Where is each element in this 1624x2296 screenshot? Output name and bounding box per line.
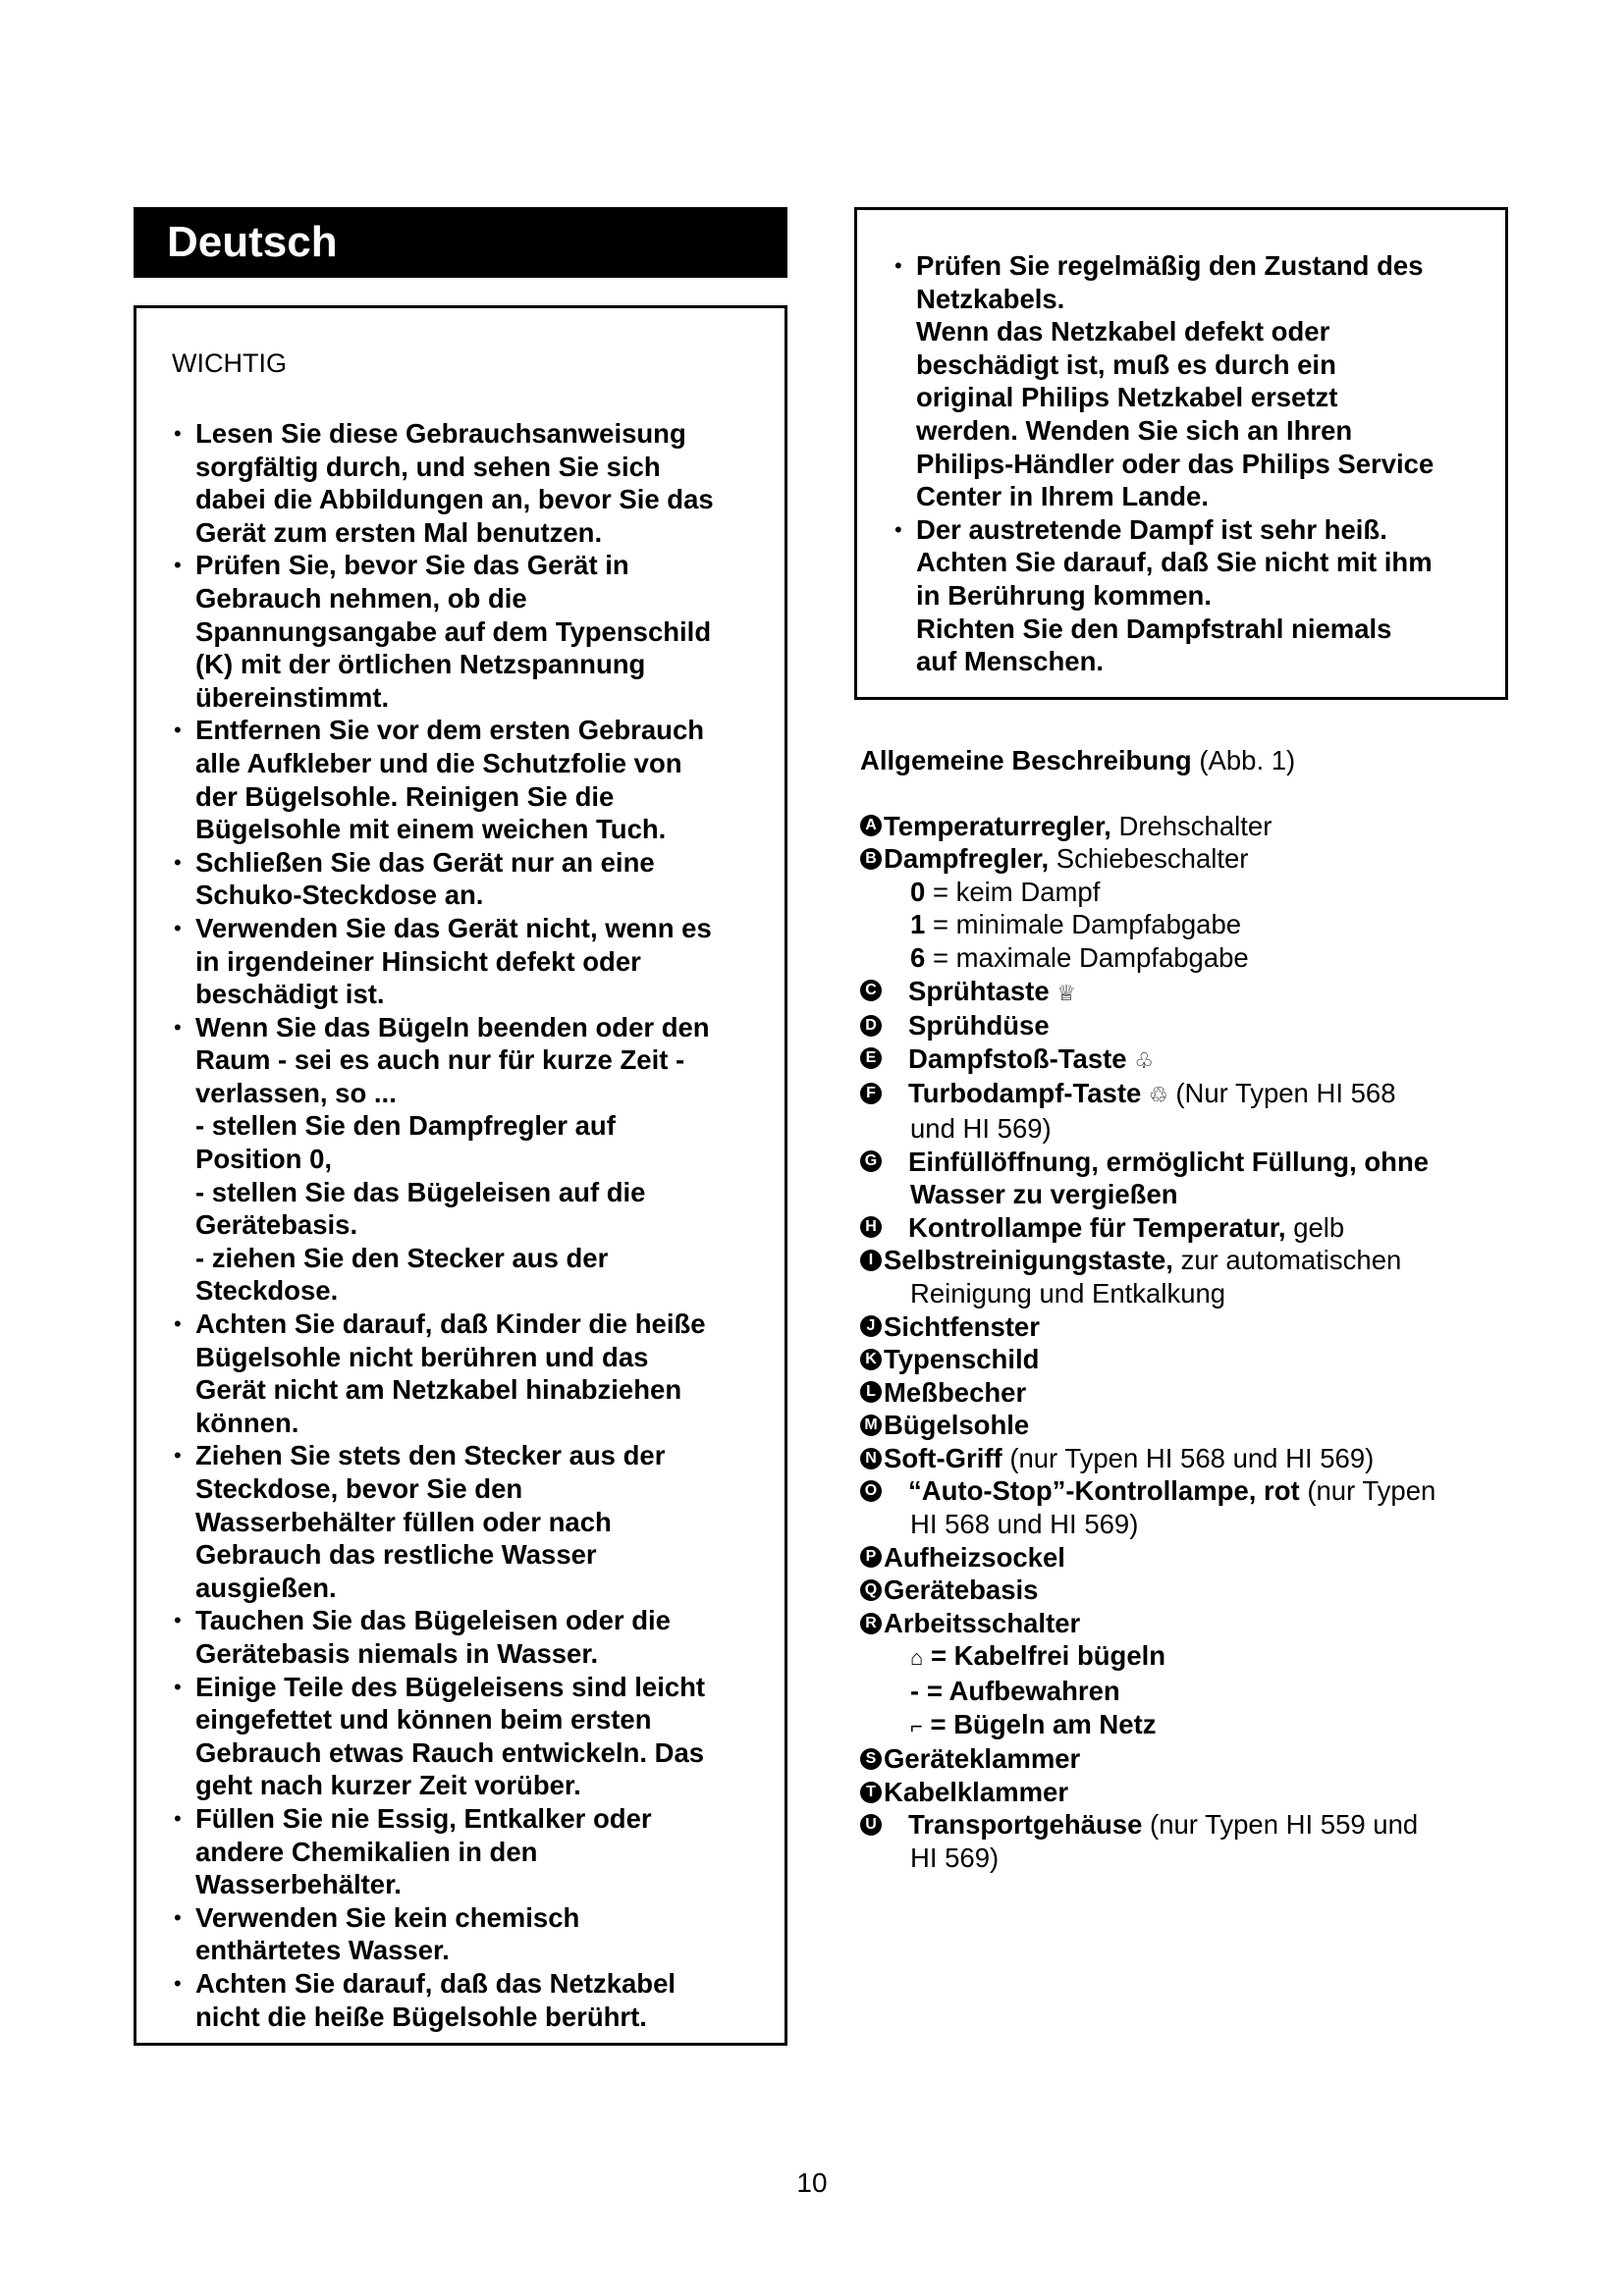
storage-symbol: - [910, 1676, 920, 1707]
bullet-line: Steckdose. [195, 1275, 339, 1307]
marker-d: D [860, 1015, 882, 1037]
bullet-line: beschädigt ist. [195, 979, 385, 1010]
steam-setting-6: 6 = maximale Dampfabgabe [910, 941, 1249, 973]
bullet-line: Gerätebasis. [195, 1209, 358, 1241]
marker-h: H [860, 1216, 882, 1238]
bullet-item [172, 1439, 757, 1604]
bullet-line: Richten Sie den Dampfstrahl niemals [916, 613, 1392, 644]
marker-u: U [860, 1814, 882, 1836]
marker-l: L [860, 1381, 882, 1403]
bullet-item [172, 846, 757, 912]
bullet-item [172, 1901, 757, 1967]
bullet-line: • Achten Sie darauf, daß Kinder die heiße [195, 1308, 706, 1340]
marker-a: A [860, 815, 882, 836]
bullet-line: • Einige Teile des Bügeleisens sind leicht [195, 1671, 706, 1702]
part-s: S Geräteklammer [860, 1742, 1528, 1776]
part-l: L Meßbecher [860, 1376, 1528, 1410]
bullet-line: eingefettet und können beim ersten [195, 1704, 652, 1735]
bullet-line: Spannungsangabe auf dem Typenschild [195, 615, 712, 647]
bullet-line: • Schließen Sie das Gerät nur an eine [195, 846, 655, 878]
bullet-line: Philips-Händler oder das Philips Service [916, 448, 1435, 479]
part-m: M Bügelsohle [860, 1409, 1528, 1442]
bullet-line: ausgießen. [195, 1572, 337, 1603]
bullet-line: Raum - sei es auch nur für kurze Zeit - [195, 1044, 685, 1076]
corded-icon: ⌐ [910, 1713, 923, 1738]
bullet-item [172, 714, 757, 845]
marker-i: I [860, 1250, 882, 1271]
bullet-line: • Prüfen Sie regelmäßig den Zustand des [916, 250, 1424, 281]
bullet-line: in irgendeiner Hinsicht defekt oder [195, 945, 641, 977]
switch-corded: ⌐ = Bügeln am Netz [910, 1708, 1157, 1739]
bullet-line: Wasserbehälter füllen oder nach [195, 1506, 612, 1537]
general-description [860, 744, 1528, 1875]
marker-k: K [860, 1349, 882, 1370]
bullet-line: Bügelsohle nicht berühren und das [195, 1341, 649, 1372]
bullet-line: beschädigt ist, muß es durch ein [916, 348, 1336, 380]
important-heading: WICHTIG [172, 348, 287, 378]
bullet-line: original Philips Netzkabel ersetzt [916, 382, 1338, 413]
marker-o: O [860, 1480, 882, 1502]
marker-b: B [860, 848, 882, 870]
important-notice-box [134, 305, 787, 2046]
part-b: B Dampfregler, Schiebeschalter [860, 842, 1528, 876]
bullet-line: Steckdose, bevor Sie den [195, 1473, 523, 1504]
marker-s: S [860, 1748, 882, 1770]
marker-j: J [860, 1315, 882, 1337]
bullet-line: nicht die heiße Bügelsohle berührt. [195, 2001, 647, 2032]
bullet-item [172, 1671, 757, 1802]
part-f: F Turbodampf-Taste ♲ (Nur Typen HI 568 und HI 569) [860, 1077, 1528, 1145]
bullet-line: • Wenn Sie das Bügeln beenden oder den [195, 1011, 710, 1042]
bullet-item [893, 513, 1482, 678]
bullet-line: • Verwenden Sie das Gerät nicht, wenn es [195, 912, 712, 943]
safety-notice-box [854, 207, 1508, 700]
turbo-steam-icon: ♲ [1148, 1083, 1168, 1108]
description-title: Allgemeine Beschreibung (Abb. 1) [860, 745, 1296, 775]
bullet-item [172, 1604, 757, 1670]
bullet-line: • Füllen Sie nie Essig, Entkalker oder [195, 1802, 652, 1834]
switch-storage: - = Aufbewahren [910, 1676, 1120, 1707]
part-q: Q Gerätebasis [860, 1574, 1528, 1607]
spray-icon: ♕ [1056, 980, 1077, 1005]
part-g: G Einfüllöffnung, ermöglicht Füllung, ohne Wasser zu vergießen [860, 1146, 1528, 1211]
bullet-line: • Lesen Sie diese Gebrauchsanweisung [195, 418, 686, 449]
bullet-line: Gebrauch nehmen, ob die [195, 582, 527, 614]
bullet-line: Gebrauch etwas Rauch entwickeln. Das [195, 1736, 705, 1768]
part-r: R Arbeitsschalter [860, 1607, 1528, 1640]
bullet-line: • Prüfen Sie, bevor Sie das Gerät in [195, 550, 629, 581]
bullet-item [893, 249, 1482, 513]
bullet-line: auf Menschen. [916, 646, 1105, 677]
part-k: K Typenschild [860, 1343, 1528, 1376]
bullet-line: Wenn das Netzkabel defekt oder [916, 316, 1330, 347]
marker-r: R [860, 1613, 882, 1634]
bullet-line: Gerätebasis niemals in Wasser. [195, 1637, 599, 1669]
bullet-line: geht nach kurzer Zeit vorüber. [195, 1770, 581, 1801]
bullet-item [172, 549, 757, 714]
bullet-line: • Tauchen Sie das Bügeleisen oder die [195, 1605, 671, 1636]
steam-setting-0: 0 = keim Dampf [910, 876, 1101, 907]
page-number: 10 [796, 2167, 828, 2198]
bullet-line: andere Chemikalien in den [195, 1836, 538, 1867]
bullet-item [172, 1011, 757, 1308]
bullet-line: - ziehen Sie den Stecker aus der [195, 1242, 609, 1273]
part-h: H Kontrollampe für Temperatur, gelb [860, 1211, 1528, 1245]
bullet-line: der Bügelsohle. Reinigen Sie die [195, 780, 615, 812]
bullet-line: Gebrauch das restliche Wasser [195, 1539, 597, 1571]
language-header: Deutsch [134, 207, 787, 278]
bullet-line: Bügelsohle mit einem weichen Tuch. [195, 814, 667, 845]
bullet-item [172, 1802, 757, 1901]
bullet-line: enthärtetes Wasser. [195, 1935, 450, 1966]
part-u: U Transportgehäuse (nur Typen HI 559 und HI 569) [860, 1808, 1528, 1874]
bullet-line: Netzkabels. [916, 283, 1065, 314]
bullet-line: Schuko-Steckdose an. [195, 880, 484, 911]
marker-n: N [860, 1448, 882, 1469]
bullet-line: - stellen Sie das Bügeleisen auf die [195, 1176, 646, 1207]
important-list [172, 417, 757, 2033]
bullet-line: Gerät zum ersten Mal benutzen. [195, 516, 603, 548]
bullet-line: • Entfernen Sie vor dem ersten Gebrauch [195, 715, 705, 746]
bullet-line: übereinstimmt. [195, 681, 390, 713]
bullet-line: Position 0, [195, 1144, 333, 1175]
bullet-line: • Der austretende Dampf ist sehr heiß. [916, 513, 1387, 545]
part-a: A Temperaturregler, Drehschalter [860, 810, 1528, 843]
bullet-item [172, 1308, 757, 1439]
marker-f: F [860, 1083, 882, 1104]
bullet-line: können. [195, 1407, 299, 1438]
part-o: O “Auto-Stop”-Kontrollampe, rot (nur Typen HI 568 und HI 569) [860, 1474, 1528, 1540]
bullet-line: Gerät nicht am Netzkabel hinabziehen [195, 1374, 682, 1406]
marker-c: C [860, 980, 882, 1001]
bullet-item [172, 912, 757, 1011]
part-t: T Kabelklammer [860, 1776, 1528, 1809]
safety-list [893, 249, 1482, 678]
part-n: N Soft-Griff (nur Typen HI 568 und HI 569) [860, 1442, 1528, 1475]
part-j: J Sichtfenster [860, 1310, 1528, 1344]
bullet-line: alle Aufkleber und die Schutzfolie von [195, 747, 682, 778]
bullet-line: - stellen Sie den Dampfregler auf [195, 1110, 616, 1142]
part-e: E Dampfstoß-Taste ♧ [860, 1042, 1528, 1078]
bullet-line: • Verwenden Sie kein chemisch [195, 1901, 580, 1933]
bullet-item [172, 1967, 757, 2033]
bullet-line: werden. Wenden Sie sich an Ihren [916, 414, 1353, 446]
cordless-icon: ⌂ [910, 1645, 924, 1671]
bullet-line: • Achten Sie darauf, daß das Netzkabel [195, 1967, 677, 1999]
bullet-line: in Berührung kommen. [916, 579, 1212, 611]
bullet-line: verlassen, so ... [195, 1077, 397, 1108]
part-d: D Sprühdüse [860, 1009, 1528, 1042]
marker-e: E [860, 1047, 882, 1069]
part-c: C Sprühtaste ♕ [860, 975, 1528, 1010]
switch-cordless: ⌂ = Kabelfrei bügeln [910, 1640, 1166, 1672]
bullet-line: • Ziehen Sie stets den Stecker aus der [195, 1440, 666, 1471]
steam-shot-icon: ♧ [1134, 1047, 1154, 1073]
bullet-line: dabei die Abbildungen an, bevor Sie das [195, 484, 714, 515]
marker-p: P [860, 1546, 882, 1568]
bullet-line: (K) mit der örtlichen Netzspannung [195, 649, 646, 680]
bullet-item [172, 417, 757, 549]
marker-q: Q [860, 1579, 882, 1601]
marker-t: T [860, 1782, 882, 1803]
bullet-line: Achten Sie darauf, daß Sie nicht mit ihm [916, 547, 1433, 578]
marker-g: G [860, 1150, 882, 1172]
part-p: P Aufheizsockel [860, 1541, 1528, 1575]
bullet-line: Wasserbehälter. [195, 1869, 402, 1900]
steam-setting-1: 1 = minimale Dampfabgabe [910, 909, 1242, 940]
marker-m: M [860, 1415, 882, 1436]
part-i: I Selbstreinigungstaste, zur automatischen Reinigung und Entkalkung [860, 1244, 1528, 1309]
bullet-line: sorgfältig durch, und sehen Sie sich [195, 451, 661, 482]
bullet-line: Center in Ihrem Lande. [916, 481, 1209, 512]
